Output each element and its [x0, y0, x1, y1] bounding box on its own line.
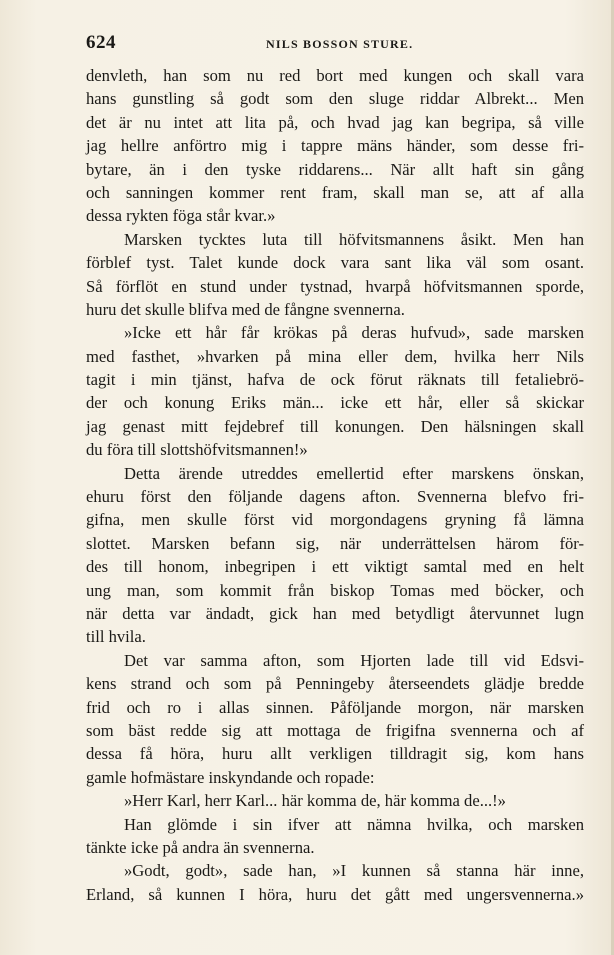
text-line: och sanningen kommer rent fram, skall man se, att af alla — [86, 182, 584, 202]
text-line: Erland, så kunnen I höra, huru det gått med ungersvennerna.» — [86, 884, 584, 904]
text-line: Detta ärende utreddes emellertid efter marskens önskan, — [124, 463, 584, 483]
text-line: »Godt, godt», sade han, »I kunnen så stanna här inne, — [124, 861, 584, 881]
text-line: dessa rykten föga står kvar.» — [86, 206, 276, 226]
text-line: jag genast mitt fejdebref till konungen. Den hälsningen skall — [86, 416, 584, 436]
text-line: du föra till slottshöfvitsmannen!» — [86, 440, 308, 460]
text-line: slottet. Marsken befann sig, när underrättelsen härom för- — [86, 533, 584, 553]
text-line: Så förflöt en stund under tystnad, hvarpå höfvitsmannen sporde, — [86, 276, 584, 296]
text-line: huru det skulle blifva med de fångne svennerna. — [86, 299, 405, 319]
text-line: frid och ro i allas sinnen. Påföljande morgon, när marsken — [86, 697, 584, 717]
text-line: det är nu intet att lita på, och hvad jag kan begripa, så ville — [86, 112, 584, 132]
text-line: der och konung Eriks män... icke ett hår, eller så skickar — [86, 393, 584, 413]
text-line: Han glömde i sin ifver att nämna hvilka, och marsken — [124, 814, 584, 834]
page-number: 624 — [86, 32, 116, 53]
body-text — [86, 64, 584, 906]
text-line: som bäst redde sig att mottaga de frigifna svennerna och af — [86, 720, 584, 740]
text-line: jag hellre anförtro mig i tappre mäns händer, som desse fri- — [86, 136, 584, 156]
text-line: bytare, än i den tyske riddarens... När allt haft sin gång — [86, 159, 584, 179]
text-line: ehuru först den följande dagens afton. Svennerna blefvo fri- — [86, 487, 584, 507]
text-line: dessa få höra, huru allt verkligen tilldragit sig, kom hans — [86, 744, 584, 764]
text-line: förblef tyst. Talet kunde dock vara sant lika väl som osant. — [86, 253, 584, 273]
text-line: Marsken tycktes luta till höfvitsmannens åsikt. Men han — [124, 229, 584, 249]
text-line: »Herr Karl, herr Karl... här komma de, här komma de...!» — [124, 791, 506, 811]
text-line: denvleth, han som nu red bort med kungen och skall vara — [86, 66, 584, 85]
text-line: kens strand och som på Penningeby återseendets glädje bredde — [86, 674, 584, 694]
text-line: när detta var ändadt, gick han med betydligt återvunnet lugn — [86, 603, 584, 623]
text-line: med fasthet, »hvarken på mina eller dem, hvilka herr Nils — [86, 346, 584, 366]
text-line: »Icke ett hår får krökas på deras hufvud», sade marsken — [124, 323, 584, 343]
text-line: Det var samma afton, som Hjorten lade till vid Edsvi- — [124, 650, 584, 670]
page-header — [86, 32, 584, 56]
text-line: hans gunstling så godt som den sluge riddar Albrekt... Men — [86, 89, 584, 109]
text-line: des till honom, inbegripen i ett viktigt samtal med en helt — [86, 557, 584, 577]
text-line: gifna, men skulle först vid morgondagens gryning få lämna — [86, 510, 584, 530]
text-line: till hvila. — [86, 627, 146, 647]
text-line: tänkte icke på andra än svennerna. — [86, 837, 315, 857]
text-line: gamle hofmästare inskyndande och ropade: — [86, 767, 375, 787]
text-line: tagit i min tjänst, hafva de ock förut räknats till fetaliebrö- — [86, 370, 584, 390]
text-line: ung man, som kommit från biskop Tomas med böcker, och — [86, 580, 584, 600]
running-title: NILS BOSSON STURE. — [266, 37, 414, 51]
